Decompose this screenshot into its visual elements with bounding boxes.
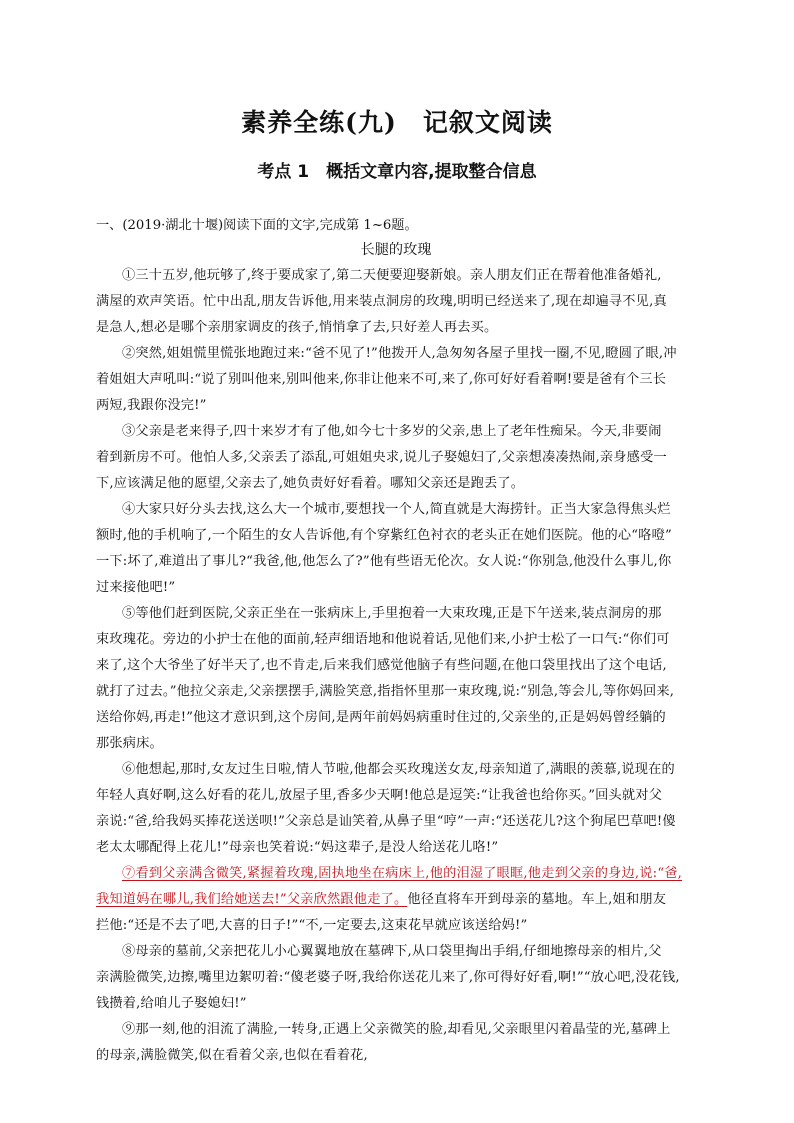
paragraph-line: 就打了过去。”他拉父亲走,父亲摆摆手,满脸笑意,指指怀里那一束玫瑰,说:“别急,等会儿,等你妈回来, [96,684,675,699]
paragraph-line: 那张病床。 [96,736,163,751]
paragraph-line: ①三十五岁,他玩够了,终于要成家了,第二天便要迎娶新娘。亲人朋友们正在帮着他准备婚礼, [122,268,662,283]
paragraph-line: 的母亲,满脸微笑,似在看着父亲,也似在看着花, [96,1048,368,1063]
paragraph-line: 拦他:“还是不去了吧,大喜的日子!”“不,一定要去,这束花早就应该送给妈!” [96,918,528,933]
highlighted-sentence: ⑦看到父亲满含微笑,紧握着玫瑰,固执地坐在病床上,他的泪湿了眼眶,他走到父亲的身边,说:“爸, [122,866,683,881]
section-subtitle: 考点 1 概括文章内容,提取整合信息 [257,162,537,182]
page-title: 素养全练(九) 记叙文阅读 [241,108,553,137]
paragraph-line: 额时,他的手机响了,一个陌生的女人告诉他,有个穿紫红色衬衣的老头正在她们医院。他的心“咯噔” [96,528,672,543]
document-body [96,215,696,1069]
paragraph-line: 束玫瑰花。旁边的小护士在他的面前,轻声细语地和他说着话,见他们来,小护士松了一口气:“你们可 [96,632,670,647]
paragraph-line: 过来接他吧!” [96,580,176,595]
paragraph-line: ⑥他想起,那时,女友过生日啦,情人节啦,他都会买玫瑰送女友,母亲知道了,满眼的羡慕,说现在的 [122,762,675,777]
paragraph-line: 满屋的欢声笑语。忙中出乱,朋友告诉他,用来装点洞房的玫瑰,明明已经送来了,现在却遍寻不见,真 [96,294,667,309]
paragraph-line: 来了,这个大爷坐了好半天了,也不肯走,后来我们感觉他脑子有些问题,在他口袋里找出了这个电话, [96,658,667,673]
question-intro: 一、(2019·湖北十堰)阅读下面的文字,完成第 1~6题。 [96,218,418,233]
paragraph-line: 是急人,想必是哪个亲朋家调皮的孩子,悄悄拿了去,只好差人再去买。 [96,320,498,335]
paragraph-line: ⑧母亲的墓前,父亲把花儿小心翼翼地放在墓碑下,从口袋里掏出手绢,仔细地擦母亲的相片,父 [122,944,662,959]
paragraph-line: ③父亲是老来得子,四十来岁才有了他,如今七十多岁的父亲,患上了老年性痴呆。今天,非要闹 [122,424,662,439]
highlighted-sentence-end: 我知道妈在哪儿,我们给她送去!”父亲欣然跟他走了。 [96,892,408,907]
paragraph-line: 两短,我跟你没完!” [96,398,207,413]
paragraph-line-highlighted [96,861,696,887]
paragraph-line: ⑨那一刻,他的泪流了满脸,一转身,正遇上父亲微笑的脸,却看见,父亲眼里闪着晶莹的光,墓碑上 [122,1022,671,1037]
paragraph-line: 着到新房不可。他怕人多,父亲丢了添乱,可姐姐央求,说儿子娶媳妇了,父亲想凑凑热闹,亲身感受一 [96,450,667,465]
paragraph-line: 亲满脸微笑,边擦,嘴里边絮叨着:“傻老婆子呀,我给你送花儿来了,你可得好好看,啊!”“放心吧,没花钱, [96,970,680,985]
paragraph-line: 年轻人真好啊,这么好看的花儿,放屋子里,香多少天啊!他总是逗笑:“让我爸也给你买。”回头就对父 [96,788,663,803]
paragraph-line: ②突然,姐姐慌里慌张地跑过来:“爸不见了!”他拨开人,急匆匆各屋子里找一圈,不见,瞪圆了眼,冲 [122,346,677,361]
paragraph-line: ④大家只好分头去找,这么大一个城市,要想找一个人,简直就是大海捞针。正当大家急得焦头烂 [122,502,671,517]
paragraph-line: 下,应该满足他的愿望,父亲去了,她负责好好看着。哪知父亲还是跑丢了。 [96,476,525,491]
article-title: 长腿的玫瑰 [360,242,432,258]
paragraph-line: 亲说:“爸,给我妈买捧花送送呗!”父亲总是讪笑着,从鼻子里“哼”一声:“还送花儿?这个狗尾巴草吧!傻 [96,814,676,829]
paragraph-line: 一下:坏了,难道出了事儿?“我爸,他,他怎么了?”他有些语无伦次。女人说:“你别急,他没什么事儿,你 [96,554,672,569]
paragraph-text: 他径直将车开到母亲的墓地。车上,姐和朋友 [407,892,667,907]
paragraph-line: 送给你妈,再走!”他这才意识到,这个房间,是两年前妈妈病重时住过的,父亲坐的,正是妈妈曾经躺的 [96,710,666,725]
paragraph-line-mixed [96,887,696,913]
paragraph-line: ⑤等他们赶到医院,父亲正坐在一张病床上,手里抱着一大束玫瑰,正是下午送来,装点洞房的那 [122,606,662,621]
paragraph-line: 着姐姐大声吼叫:“说了别叫他来,别叫他来,你非让他来不可,来了,你可好好看着啊!要是爸有个三长 [96,372,667,387]
paragraph-line: 钱攒着,给咱儿子娶媳妇!” [96,996,247,1011]
paragraph-line: 老太太哪配得上花儿!”母亲也笑着说:“妈这辈子,是没人给送花儿咯!” [96,840,499,855]
